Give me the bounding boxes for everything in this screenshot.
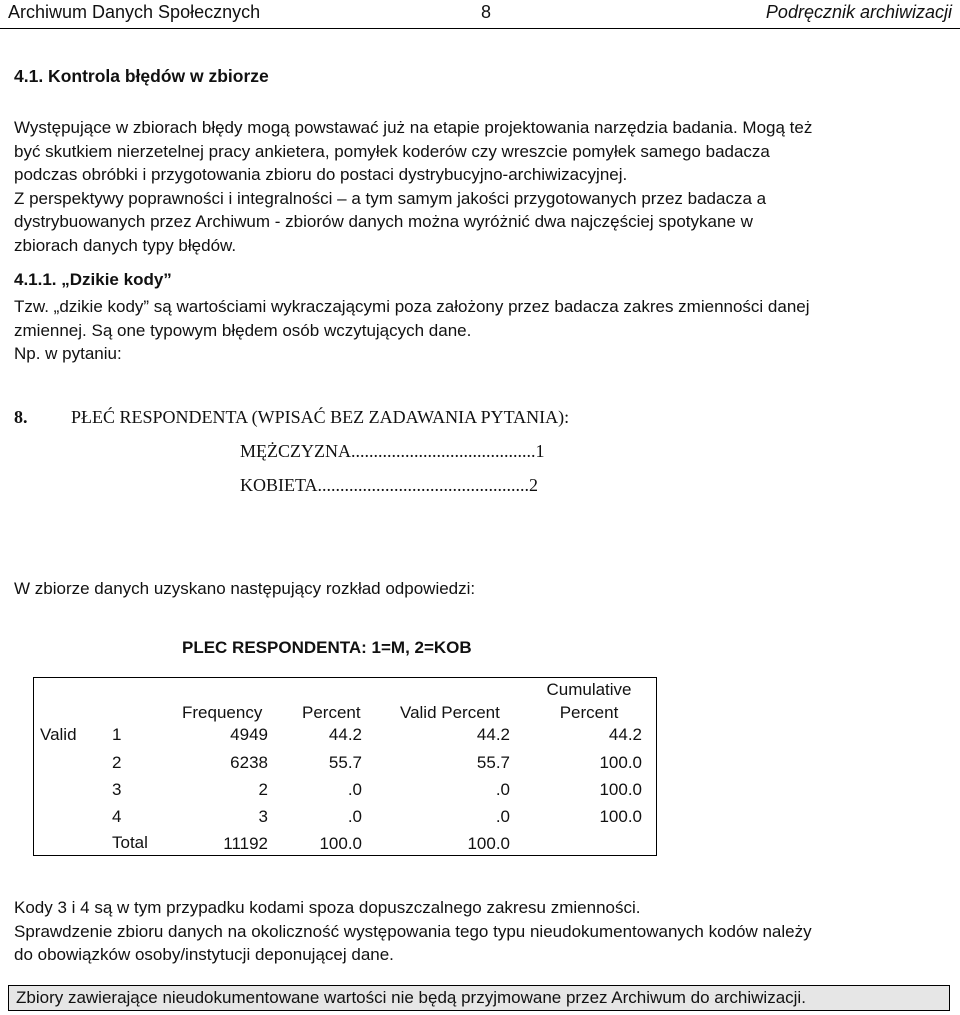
row-valid-percent: .0 — [495, 807, 510, 826]
header-cumulative: Cumulative — [546, 680, 632, 699]
paragraph-line: Kody 3 i 4 są w tym przypadku kodami spoza dopuszczalnego zakresu zmienności. — [14, 898, 641, 917]
header-handbook-title: Podręcznik archiwizacji — [765, 2, 952, 22]
paragraph-line: Występujące w zbiorach błędy mogą powstawać już na etapie projektowania narzędzia badania. Mogą też — [14, 118, 813, 137]
row-frequency-total: 11192 — [223, 834, 268, 853]
paragraph-line: być skutkiem nierzetelnej pracy ankietera, pomyłek koderów czy wreszcie pomyłek samego badacza — [14, 141, 770, 161]
paragraph-line: dystrybuowanych przez Archiwum - zbiorów danych można wyróżnić dwa najczęściej spotykane w — [14, 212, 753, 231]
row-valid-percent-total: 100.0 — [467, 834, 510, 853]
header-valid-percent: Valid Percent — [400, 703, 500, 722]
row-frequency: 2 — [258, 780, 268, 799]
row-cumulative: 44.2 — [608, 725, 642, 744]
header-divider — [0, 28, 960, 29]
row-code-total: Total — [112, 833, 148, 852]
row-frequency: 4949 — [230, 725, 268, 744]
row-cumulative: 100.0 — [599, 780, 642, 799]
row-cumulative: 100.0 — [599, 807, 642, 826]
row-frequency: 3 — [258, 807, 268, 826]
row-code: 2 — [112, 753, 122, 772]
paragraph-line: Np. w pytaniu: — [14, 344, 122, 363]
paragraph-line: zbiorach danych typy błędów. — [14, 235, 237, 255]
subsection-title: 4.1.1. „Dzikie kody” — [14, 270, 172, 289]
row-percent: .0 — [347, 807, 362, 826]
policy-notice-box: Zbiory zawierające nieudokumentowane wartości nie będą przyjmowane przez Archiwum do archiwizacji. — [8, 985, 950, 1011]
row-code: 1 — [112, 725, 122, 744]
answer-option-male: MĘŻCZYZNA.........................................1 — [240, 441, 545, 461]
row-percent: 55.7 — [328, 753, 362, 772]
paragraph-line: Tzw. „dzikie kody” są wartościami wykraczającymi poza założony przez badacza zakres zmienności danej — [14, 297, 810, 316]
row-code: 4 — [112, 807, 122, 826]
distribution-intro: W zbiorze danych uzyskano następujący rozkład odpowiedzi: — [14, 579, 476, 598]
row-valid-percent: .0 — [495, 780, 510, 799]
frequency-table — [33, 677, 657, 856]
header-archive-name: Archiwum Danych Społecznych — [8, 2, 261, 22]
row-percent-total: 100.0 — [319, 834, 362, 853]
paragraph-line: do obowiązków osoby/instytucji deponującej dane. — [14, 945, 394, 964]
row-code: 3 — [112, 780, 122, 799]
row-percent: 44.2 — [328, 725, 362, 744]
question-number: 8. — [14, 407, 28, 427]
paragraph-line: podczas obróbki i przygotowania zbioru do postaci dystrybucyjno-archiwizacyjnej. — [14, 165, 628, 184]
group-label-valid: Valid — [40, 725, 77, 744]
row-frequency: 6238 — [230, 753, 268, 772]
header-cumulative-percent: Percent — [559, 703, 619, 722]
table-title: PLEC RESPONDENTA: 1=M, 2=KOB — [182, 638, 472, 657]
header-percent: Percent — [302, 703, 361, 722]
row-valid-percent: 55.7 — [476, 753, 510, 772]
paragraph-line: Sprawdzenie zbioru danych na okoliczność występowania tego typu nieudokumentowanych kodów należy — [14, 921, 812, 941]
paragraph-line: zmiennej. Są one typowym błędem osób wczytujących dane. — [14, 320, 472, 340]
subsection-paragraph — [14, 295, 949, 366]
question-text: PŁEĆ RESPONDENTA (WPISAĆ BEZ ZADAWANIA PYTANIA): — [71, 407, 570, 427]
answer-option-female: KOBIETA...............................................2 — [240, 475, 539, 495]
page-number: 8 — [481, 2, 492, 22]
conclusion-paragraph — [14, 896, 949, 967]
row-valid-percent: 44.2 — [476, 725, 510, 744]
paragraph-line: Z perspektywy poprawności i integralności – a tym samym jakości przygotowanych przez badacza a — [14, 188, 767, 208]
section-title: 4.1. Kontrola błędów w zbiorze — [14, 66, 269, 86]
row-percent: .0 — [347, 780, 362, 799]
section-paragraph — [14, 116, 949, 257]
header-frequency: Frequency — [182, 703, 263, 722]
row-cumulative: 100.0 — [599, 753, 642, 772]
